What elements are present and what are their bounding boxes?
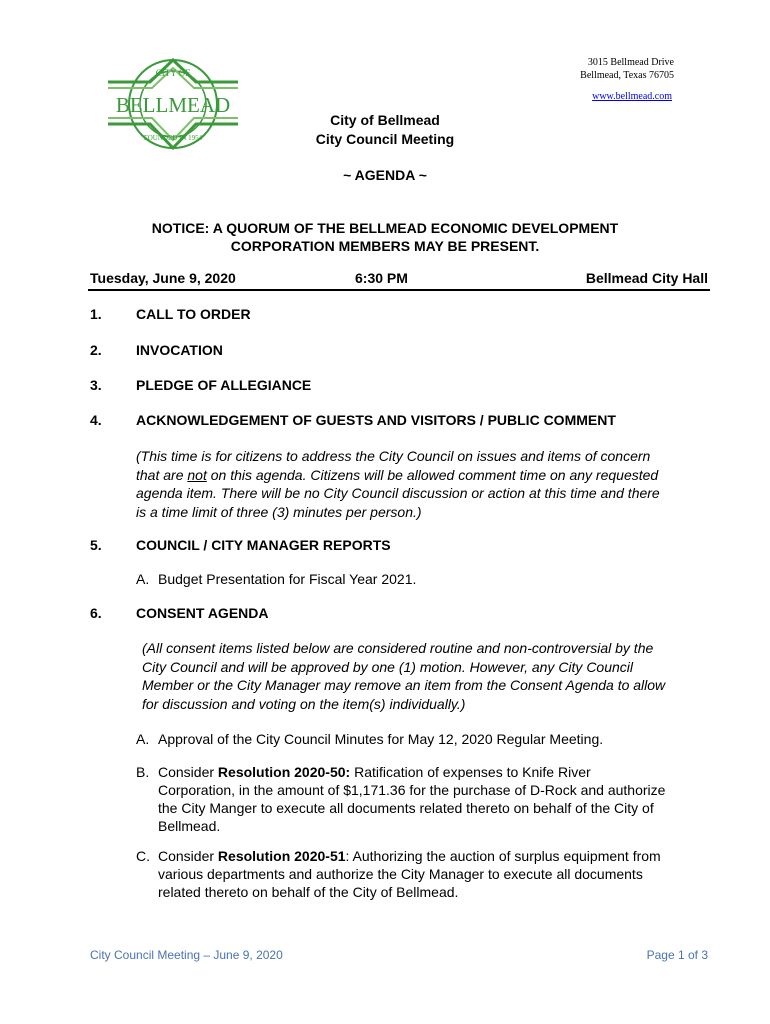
city-title: City of Bellmead xyxy=(330,112,440,128)
logo-top-text: CITY OF xyxy=(155,68,191,78)
note-line: that are not on this agenda. Citizens will be allowed comment time on any requested xyxy=(136,466,659,483)
note-line: for discussion and voting on the item(s) individually.) xyxy=(142,695,466,712)
agenda-title: ~ AGENDA ~ xyxy=(343,167,427,183)
page-number: Page 1 of 3 xyxy=(646,948,708,962)
note-line: Member or the City Manager may remove an item from the Consent Agenda to allow xyxy=(142,677,666,693)
item-reports: COUNCIL / CITY MANAGER REPORTS xyxy=(136,537,391,553)
item-number: 3. xyxy=(90,377,102,393)
sub-item xyxy=(136,730,711,748)
item-number: 4. xyxy=(90,412,102,428)
sub-item-text: Consider Resolution 2020-51: Authorizing the auction of surplus equipment from various departments and authorize the City Manager to execute all documents related thereto on behalf of the City of Bellmead. xyxy=(158,848,661,900)
notice-line-2: CORPORATION MEMBERS MAY BE PRESENT. xyxy=(230,238,540,254)
meeting-date: Tuesday, June 9, 2020 xyxy=(90,270,236,286)
note-line: is a time limit of three (3) minutes per person.) xyxy=(136,503,422,520)
item-number: 6. xyxy=(90,605,102,621)
footer-meeting-date: City Council Meeting – June 9, 2020 xyxy=(90,948,283,962)
sub-item xyxy=(136,763,711,835)
notice-line-1: NOTICE: A QUORUM OF THE BELLMEAD ECONOMIC DEVELOPMENT xyxy=(151,220,619,236)
header-rule xyxy=(88,289,710,291)
sub-item-label: A. xyxy=(136,571,150,587)
item-number: 2. xyxy=(90,342,102,358)
sub-item-label: C. xyxy=(136,848,150,864)
item-number: 5. xyxy=(90,537,102,553)
sub-item-text: Consider Resolution 2020-50: Ratification of expenses to Knife River Corporation, in the amount of $1,171.36 for the purchase of D-Rock and authorize the City Manger to execute all documents related thereto on behalf of the City of Bellmead. xyxy=(158,764,666,834)
resolution-number: Resolution 2020-51 xyxy=(217,848,346,864)
address-line-1: 3015 Bellmead Drive xyxy=(587,57,674,68)
meeting-title: City Council Meeting xyxy=(315,131,455,147)
meeting-location: Bellmead City Hall xyxy=(585,270,708,286)
sub-item xyxy=(136,570,711,588)
item-number: 1. xyxy=(90,306,102,322)
logo-bottom-text: FOUNDED IN 1954 xyxy=(143,134,203,142)
sub-item-label: A. xyxy=(136,731,150,747)
sub-item-text: Approval of the City Council Minutes for May 12, 2020 Regular Meeting. xyxy=(158,731,604,747)
address-block xyxy=(540,56,674,82)
resolution-number: Resolution 2020-50: xyxy=(217,764,351,780)
public-comment-note xyxy=(136,447,711,521)
website-link[interactable]: www.bellmead.com xyxy=(592,91,672,102)
logo-name: BELLMEAD xyxy=(115,93,231,117)
item-invocation: INVOCATION xyxy=(136,342,223,358)
underlined-word: not xyxy=(187,466,207,483)
item-pledge: PLEDGE OF ALLEGIANCE xyxy=(136,377,312,393)
sub-item-text: Budget Presentation for Fiscal Year 2021. xyxy=(158,571,417,587)
address-line-2: Bellmead, Texas 76705 xyxy=(580,70,674,81)
item-call-to-order: CALL TO ORDER xyxy=(136,306,251,322)
consent-note xyxy=(142,639,710,713)
item-consent-agenda: CONSENT AGENDA xyxy=(136,605,269,621)
note-line: agenda item. There will be no City Council discussion or action at this time and there xyxy=(136,485,660,501)
note-line: (All consent items listed below are considered routine and non-controversial by the xyxy=(142,640,654,656)
item-public-comment: ACKNOWLEDGEMENT OF GUESTS AND VISITORS / PUBLIC COMMENT xyxy=(136,412,616,428)
meeting-time: 6:30 PM xyxy=(355,270,408,286)
sub-item xyxy=(136,847,711,901)
sub-item-label: B. xyxy=(136,764,150,780)
note-line: (This time is for citizens to address the City Council on issues and items of concern xyxy=(136,448,651,464)
note-line: City Council and will be approved by one (1) motion. However, any City Council xyxy=(142,658,634,675)
